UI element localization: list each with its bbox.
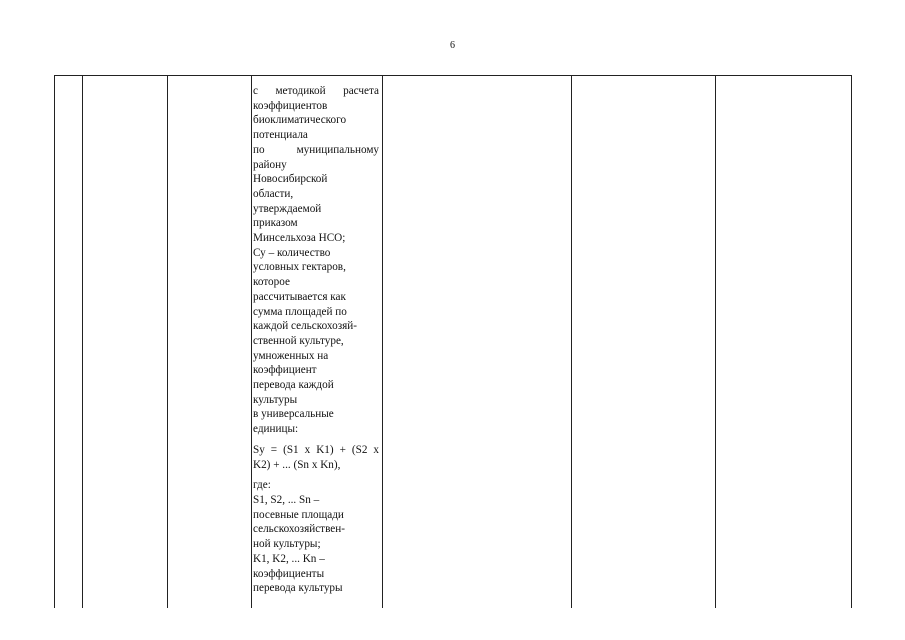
- cell-line: которое: [253, 276, 290, 289]
- cell-line: приказом: [253, 217, 298, 230]
- table-column-border: [54, 76, 55, 608]
- table-column-border: [382, 76, 383, 608]
- formula-line: Sу = (S1 x K1) + (S2 x: [253, 443, 379, 456]
- cell-line: биоклиматического: [253, 114, 347, 127]
- table-cell-text: [253, 84, 379, 596]
- cell-line: по муниципальному: [253, 143, 379, 156]
- cell-line: рассчитывается как: [253, 290, 346, 303]
- cell-line: культуры: [253, 393, 298, 406]
- cell-line: K1, K2, ... Kn –: [253, 552, 325, 565]
- cell-line: области,: [253, 187, 294, 200]
- cell-line: где:: [253, 479, 271, 492]
- cell-line: Новосибирской: [253, 173, 328, 186]
- table-column-border: [715, 76, 716, 608]
- cell-line: ственной культуре,: [253, 334, 344, 347]
- cell-line: коэффициент: [253, 364, 317, 377]
- table-column-border: [251, 76, 252, 608]
- cell-line: единицы:: [253, 423, 299, 436]
- cell-line: каждой сельскохозяй-: [253, 320, 357, 333]
- cell-line: коэффициенты: [253, 567, 325, 580]
- page-number: 6: [450, 40, 455, 51]
- table-column-border: [851, 76, 852, 608]
- cell-line: посевные площади: [253, 508, 344, 521]
- table-column-border: [571, 76, 572, 608]
- cell-line: потенциала: [253, 129, 308, 142]
- table-column-border: [167, 76, 168, 608]
- cell-line: сельскохозяйствен-: [253, 523, 345, 536]
- cell-line: Су – количество: [253, 246, 331, 259]
- cell-line: сумма площадей по: [253, 305, 347, 318]
- formula-line: K2) + ... (Sn x Kn),: [253, 458, 341, 471]
- cell-line: коэффициентов: [253, 99, 328, 112]
- cell-line: утверждаемой: [253, 202, 322, 215]
- cell-line: в универсальные: [253, 408, 334, 421]
- cell-line: перевода каждой: [253, 379, 334, 392]
- cell-line: условных гектаров,: [253, 261, 346, 274]
- cell-line: с методикой расчета: [253, 85, 379, 97]
- cell-line: ной культуры;: [253, 538, 321, 551]
- cell-line: перевода культуры: [253, 582, 343, 595]
- cell-line: Минсельхоза НСО;: [253, 232, 346, 245]
- cell-line: S1, S2, ... Sn –: [253, 493, 320, 506]
- table: [54, 75, 852, 607]
- cell-line: району: [253, 158, 287, 171]
- table-column-border: [82, 76, 83, 608]
- cell-line: умноженных на: [253, 349, 329, 362]
